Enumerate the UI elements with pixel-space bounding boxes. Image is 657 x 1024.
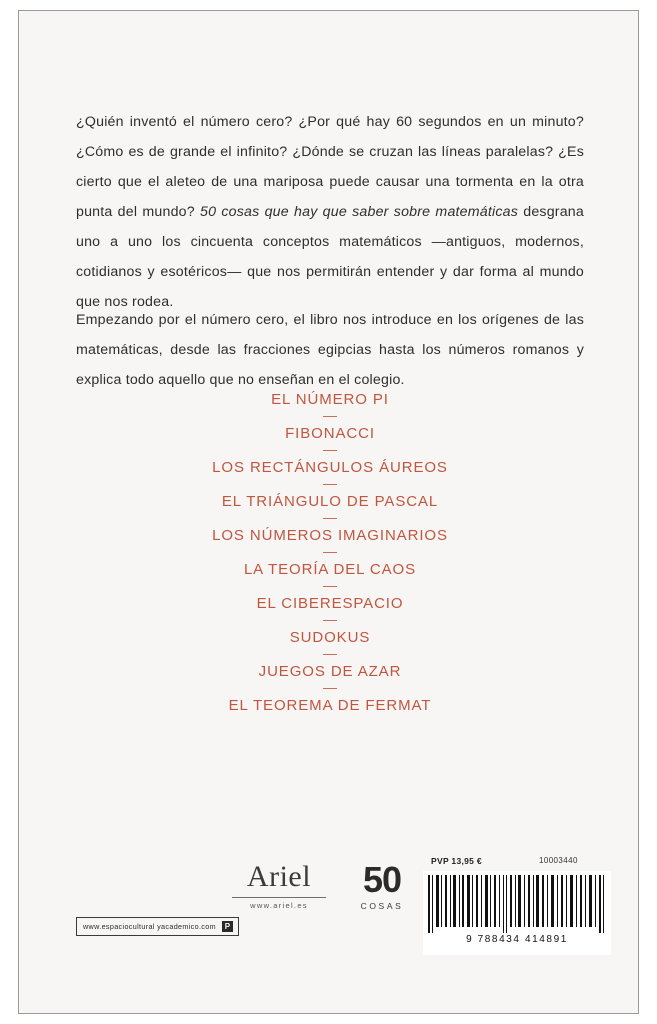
topic-separator	[323, 688, 337, 689]
barcode-number: 9 788434 414891	[466, 934, 568, 945]
collection-word: COSAS	[360, 901, 404, 911]
topic-separator	[323, 620, 337, 621]
book-title-italic: 50 cosas que hay que saber sobre matemáticas	[200, 204, 519, 221]
blurb-paragraph-1	[76, 107, 584, 317]
list-item: LA TEORÍA DEL CAOS	[243, 561, 417, 578]
list-item: EL NÚMERO PI	[271, 391, 389, 408]
collection-number: 50	[362, 859, 402, 900]
barcode-bars-icon	[428, 875, 606, 933]
topic-separator	[323, 552, 337, 553]
list-item: EL TRIÁNGULO DE PASCAL	[221, 493, 439, 510]
back-cover-page	[19, 11, 638, 1013]
topic-separator	[323, 450, 337, 451]
topic-separator	[323, 518, 337, 519]
cultural-stamp-text: www.espaciocultural yacademico.com	[83, 922, 216, 931]
internal-code: 10003440	[539, 856, 578, 865]
list-item: EL TEOREMA DE FERMAT	[228, 697, 432, 714]
book-back-cover	[18, 10, 639, 1014]
topic-separator	[323, 654, 337, 655]
list-item: SUDOKUS	[289, 629, 371, 646]
list-item: FIBONACCI	[285, 425, 375, 442]
list-item: JUEGOS DE AZAR	[258, 663, 402, 680]
topics-list	[76, 389, 584, 717]
price-label: PVP 13,95 €	[431, 856, 482, 866]
blurb-paragraph-2: Empezando por el número cero, el libro nos introduce en los orígenes de las matemáticas, desde las fracciones egipcias hasta los números romanos y explica todo aquello que no enseñan en el colegio.	[76, 312, 584, 389]
blurb-text-lead: ¿Quién inventó el número cero? ¿Por qué hay 60 segundos en un minuto? ¿Cómo es de grande el infinito? ¿Dónde se cruzan las líneas paralelas? ¿Es cierto que el aleteo de una mariposa puede causar una tormenta en la otra punta del mundo?	[76, 114, 584, 221]
publisher-name: Ariel	[246, 860, 312, 893]
publisher-url: www.ariel.es	[250, 901, 308, 910]
publisher-logo	[224, 861, 334, 910]
cultural-space-stamp	[76, 917, 239, 936]
topic-separator	[323, 586, 337, 587]
publisher-rule	[232, 897, 326, 898]
list-item: LOS RECTÁNGULOS ÁUREOS	[212, 459, 448, 476]
list-item: EL CIBERESPACIO	[256, 595, 404, 612]
blurb-text-tail: desgrana uno a uno los cincuenta conceptos matemáticos —antiguos, modernos, cotidianos y esotéricos— que nos permitirán entender y dar forma al mundo que nos rodea.	[76, 204, 584, 311]
collection-mark	[337, 861, 427, 911]
barcode	[423, 871, 611, 955]
planeta-logo-icon: P	[222, 921, 233, 932]
list-item: LOS NÚMEROS IMAGINARIOS	[212, 527, 448, 544]
topic-separator	[323, 416, 337, 417]
topic-separator	[323, 484, 337, 485]
